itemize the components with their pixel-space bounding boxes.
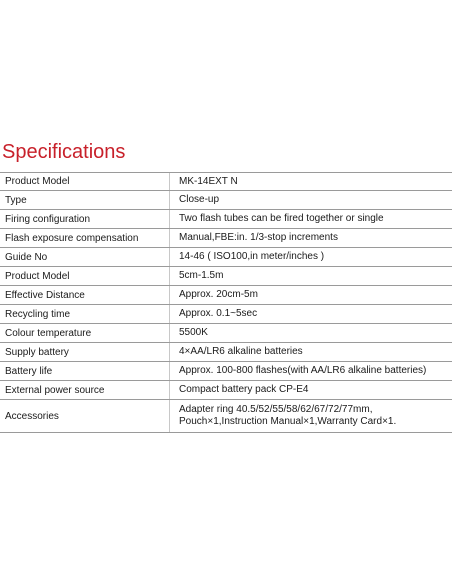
spec-value: Close-up	[179, 194, 220, 205]
spec-value: Approx. 100-800 flashes(with AA/LR6 alkaline batteries)	[179, 365, 427, 376]
table-row	[0, 362, 452, 381]
spec-value: Approx. 0.1~5sec	[179, 308, 258, 319]
table-row	[0, 191, 452, 210]
spec-label: Type	[0, 191, 170, 209]
spec-label: Battery life	[0, 362, 170, 380]
spec-value: Two flash tubes can be fired together or single	[179, 213, 384, 224]
spec-value	[170, 404, 452, 428]
spec-value: Manual,FBE:in. 1/3-stop increments	[179, 232, 338, 243]
spec-label: Firing configuration	[0, 210, 170, 228]
spec-label: Effective Distance	[0, 286, 170, 304]
table-row	[0, 305, 452, 324]
spec-value: MK-14EXT N	[179, 175, 238, 187]
spec-label: External power source	[0, 381, 170, 399]
table-row	[0, 210, 452, 229]
page-title: Specifications	[2, 141, 126, 163]
table-row	[0, 324, 452, 343]
spec-value: 5cm-1.5m	[179, 270, 224, 281]
spec-value: 4×AA/LR6 alkaline batteries	[179, 346, 303, 357]
specifications-table	[0, 172, 452, 433]
table-row	[0, 381, 452, 400]
spec-label: Guide No	[0, 248, 170, 266]
table-row	[0, 286, 452, 305]
table-row	[0, 172, 452, 191]
spec-label: Flash exposure compensation	[0, 229, 170, 247]
spec-value: Compact battery pack CP-E4	[179, 384, 309, 395]
spec-value: 5500K	[179, 327, 208, 338]
spec-label: Accessories	[0, 400, 170, 432]
table-row	[0, 248, 452, 267]
table-row	[0, 229, 452, 248]
table-row	[0, 400, 452, 433]
table-row	[0, 343, 452, 362]
spec-label: Recycling time	[0, 305, 170, 323]
spec-value: 14-46 ( ISO100,in meter/inches )	[179, 251, 325, 262]
table-row	[0, 267, 452, 286]
spec-value: Approx. 20cm-5m	[179, 289, 258, 300]
spec-label: Colour temperature	[0, 324, 170, 342]
spec-label: Supply battery	[0, 343, 170, 361]
spec-value-line: Adapter ring 40.5/52/55/58/62/67/72/77mm,	[179, 404, 373, 415]
spec-label: Product Model	[0, 173, 170, 190]
spec-value-line: Pouch×1,Instruction Manual×1,Warranty Card×1.	[179, 416, 397, 427]
spec-label: Product Model	[0, 267, 170, 285]
